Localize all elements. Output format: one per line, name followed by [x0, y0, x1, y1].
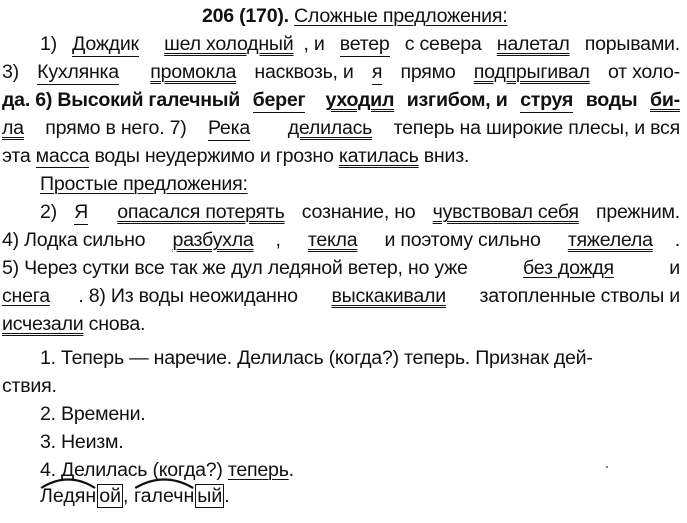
answer-3: 3. Неизм.	[40, 431, 124, 453]
exercise-header	[202, 4, 507, 28]
morpheme-ending-1: ой	[99, 485, 122, 507]
complex-line-4: ла прямо в него. 7) Река делилась теперь на широкие плесы, и вся	[2, 117, 680, 139]
section-heading-simple: Простые предложения:	[40, 173, 248, 195]
complex-line-3: да. 6) Высокий галечный берег уходил изгибом, и струя воды би-	[2, 89, 680, 111]
morpheme-stem-1: Ледян	[40, 485, 96, 508]
morpheme-stem-2: галечн	[134, 485, 194, 508]
morpheme-analysis: Ледян ой , галечн ый .	[40, 485, 230, 508]
complex-line-1: 1) Дождик шел холодный , и ветер с севера налетал порывами.	[40, 33, 680, 55]
answer-1-line-2: ствия.	[2, 375, 57, 397]
answer-1-line-1: 1. Теперь — наречие. Делилась (когда?) теперь. Признак дей-	[40, 347, 593, 369]
exercise-number: 206 (170).	[202, 5, 289, 27]
simple-line-1: 2) Я опасался потерять сознание, но чувствовал себя прежним.	[40, 201, 680, 223]
complex-line-2: 3) Кухлянка промокла насквозь, и я прямо подпрыгивал от холо-	[2, 61, 680, 83]
simple-line-2: 4) Лодка сильно разбухла , текла и поэтому сильно тяжелела .	[2, 229, 680, 251]
stem-arc-icon	[40, 475, 96, 489]
simple-line-4: снега . 8) Из воды неожиданно выскакивали затопленные стволы и	[2, 285, 680, 307]
scan-speck	[606, 466, 608, 468]
simple-line-3: 5) Через сутки все так же дул ледяной ветер, но уже без дождя и	[2, 257, 680, 279]
section-heading-complex: Сложные предложения:	[294, 5, 508, 27]
stem-arc-icon	[134, 475, 194, 489]
answer-2: 2. Времени.	[40, 403, 146, 425]
simple-line-5: исчезали снова.	[2, 313, 146, 335]
answer-4: 4. Делилась (когда?) теперь.	[40, 459, 294, 481]
complex-line-5: эта масса воды неудержимо и грозно катилась вниз.	[2, 145, 470, 167]
morpheme-ending-2: ый	[197, 485, 223, 507]
